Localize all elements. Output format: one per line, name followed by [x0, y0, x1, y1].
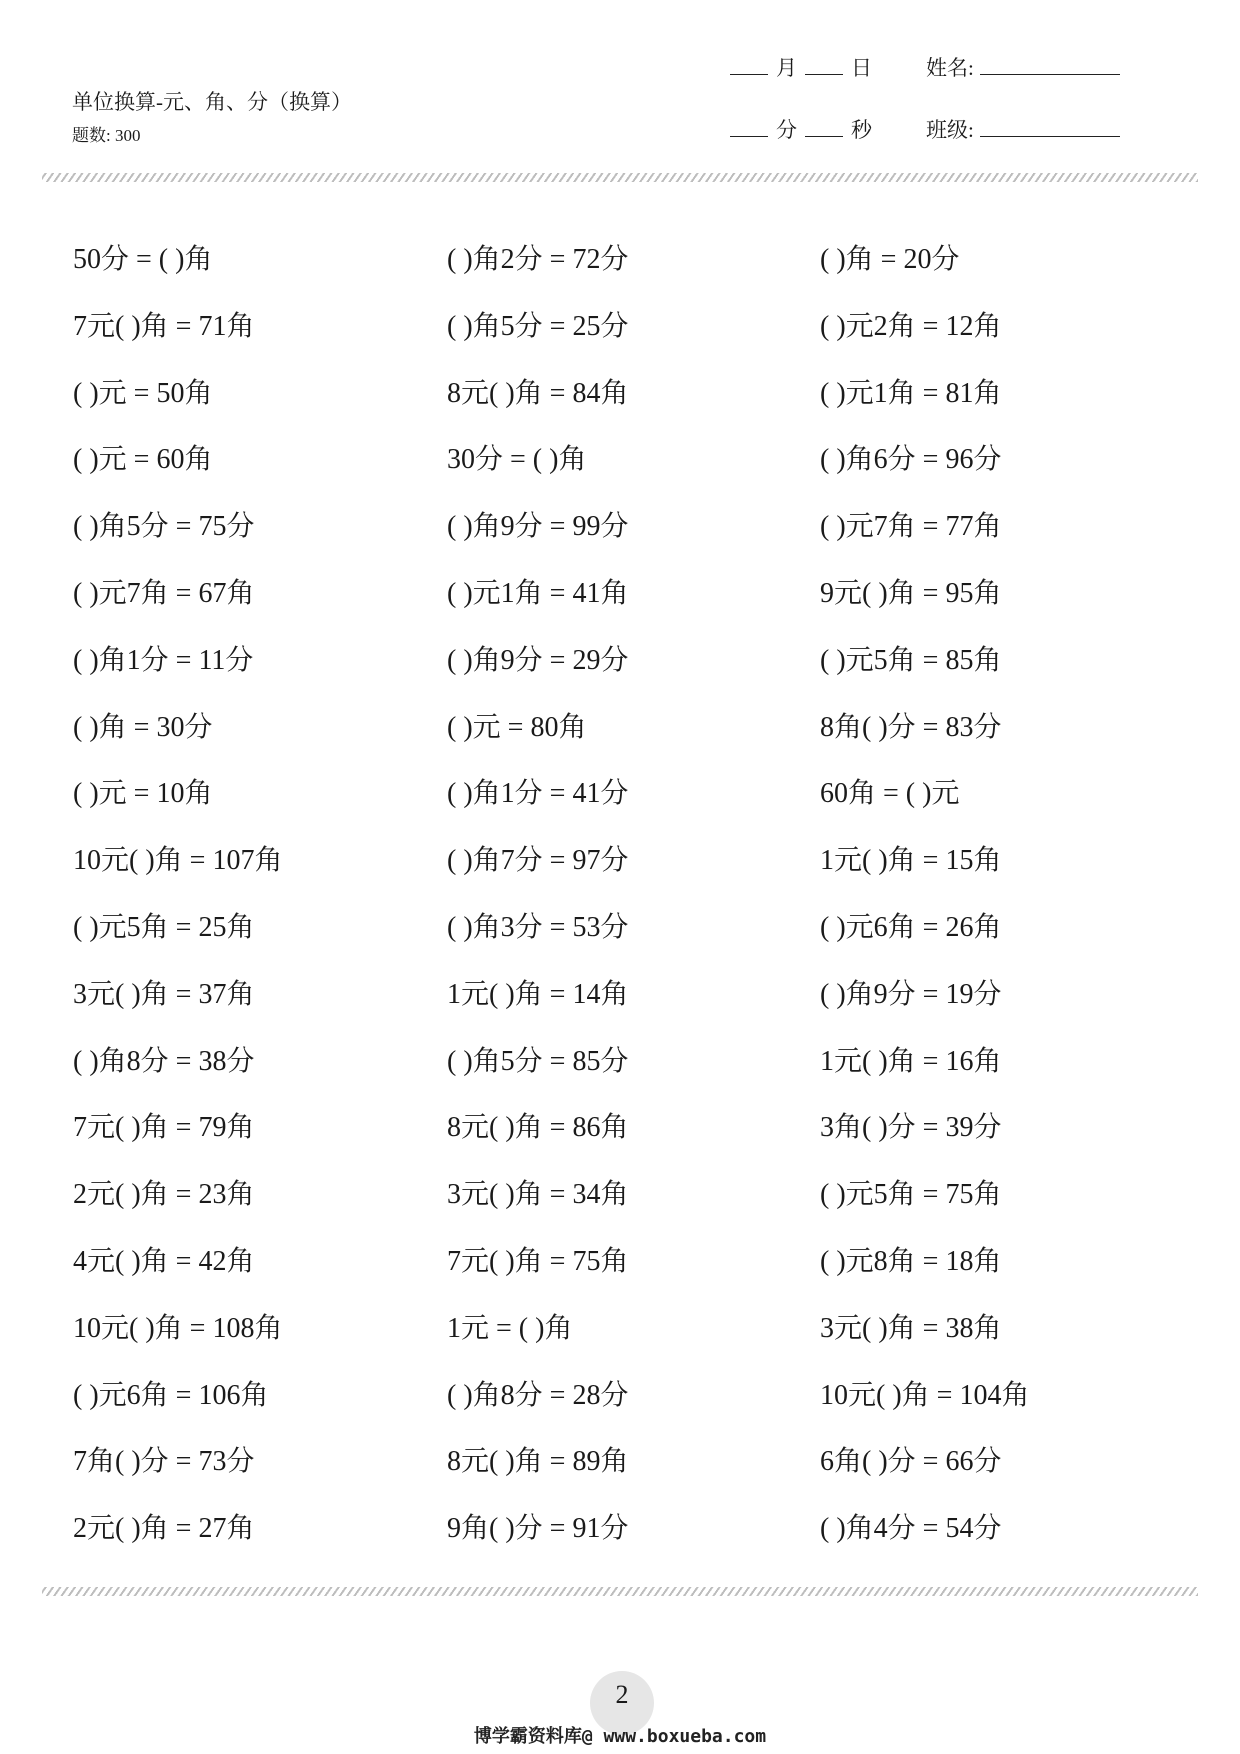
footer-watermark: 博学霸资料库@ www.boxueba.com [473, 1726, 767, 1747]
question-count: 题数: 300 [72, 126, 141, 145]
problem-item[interactable]: ( )元1角 = 41角 [447, 578, 629, 609]
problem-item[interactable]: ( )元 = 80角 [447, 711, 587, 743]
problem-item[interactable]: ( )元5角 = 75角 [820, 1179, 1002, 1211]
problem-item[interactable]: 6角( )分 = 66分 [820, 1446, 1002, 1478]
problem-item[interactable]: ( )角9分 = 19分 [820, 978, 1002, 1010]
minute-label: 分 [776, 118, 797, 142]
problem-item[interactable]: ( )元6角 = 26角 [820, 912, 1002, 943]
problem-item[interactable]: ( )角1分 = 11分 [73, 644, 254, 676]
problem-item[interactable]: ( )角4分 = 54分 [820, 1513, 1002, 1545]
problem-item[interactable]: ( )角9分 = 99分 [447, 511, 629, 543]
problem-item[interactable]: 9元( )角 = 95角 [820, 578, 1002, 609]
problem-item[interactable]: 3角( )分 = 39分 [820, 1112, 1002, 1144]
problem-item[interactable]: 1元( )角 = 16角 [820, 1045, 1002, 1077]
problem-item[interactable]: 3元( )角 = 37角 [73, 978, 255, 1010]
problem-item[interactable]: 50分 = ( )角 [73, 244, 213, 275]
problem-item[interactable]: ( )角8分 = 38分 [73, 1045, 255, 1077]
problem-item[interactable]: 8元( )角 = 84角 [447, 377, 629, 409]
class-label: 班级: [926, 118, 974, 142]
problem-item[interactable]: ( )角5分 = 25分 [447, 310, 629, 342]
problem-item[interactable]: ( )角5分 = 85分 [447, 1045, 629, 1077]
problem-item[interactable]: 8元( )角 = 86角 [447, 1112, 629, 1144]
problem-item[interactable]: 30分 = ( )角 [447, 444, 587, 476]
problem-item[interactable]: ( )角6分 = 96分 [820, 444, 1002, 476]
bottom-divider [42, 1587, 1198, 1596]
problem-item[interactable]: 1元 = ( )角 [447, 1312, 573, 1344]
problem-item[interactable]: ( )角7分 = 97分 [447, 845, 629, 877]
problem-item[interactable]: 7元( )角 = 75角 [447, 1246, 629, 1277]
problem-item[interactable]: ( )角 = 20分 [820, 244, 960, 275]
problem-item[interactable]: ( )元 = 60角 [73, 444, 213, 476]
page-number: 2 [615, 1680, 629, 1709]
problem-item[interactable]: 7元( )角 = 71角 [73, 310, 255, 342]
day-label: 日 [851, 56, 872, 80]
problem-item[interactable]: 1元( )角 = 14角 [447, 978, 629, 1010]
problem-item[interactable]: 3元( )角 = 34角 [447, 1179, 629, 1211]
problem-item[interactable]: 10元( )角 = 107角 [73, 845, 283, 877]
problem-item[interactable]: 2元( )角 = 27角 [73, 1513, 255, 1545]
problem-item[interactable]: 8角( )分 = 83分 [820, 711, 1002, 743]
problem-item[interactable]: 10元( )角 = 104角 [820, 1379, 1030, 1411]
problem-item[interactable]: 8元( )角 = 89角 [447, 1446, 629, 1478]
problem-item[interactable]: 4元( )角 = 42角 [73, 1246, 255, 1277]
name-label: 姓名: [926, 56, 974, 80]
problem-item[interactable]: ( )元2角 = 12角 [820, 310, 1002, 342]
problem-item[interactable]: ( )角2分 = 72分 [447, 244, 629, 275]
second-label: 秒 [851, 118, 872, 142]
worksheet-title: 单位换算-元、角、分（换算） [72, 90, 352, 114]
problem-item[interactable]: 3元( )角 = 38角 [820, 1312, 1002, 1344]
problem-item[interactable]: ( )角1分 = 41分 [447, 778, 629, 810]
problem-item[interactable]: 2元( )角 = 23角 [73, 1179, 255, 1211]
problem-item[interactable]: ( )元7角 = 67角 [73, 578, 255, 609]
problem-item[interactable]: ( )角8分 = 28分 [447, 1379, 629, 1411]
problem-item[interactable]: ( )角5分 = 75分 [73, 511, 255, 543]
problem-item[interactable]: ( )元5角 = 85角 [820, 644, 1002, 676]
problem-item[interactable]: ( )角9分 = 29分 [447, 644, 629, 676]
problem-item[interactable]: ( )元6角 = 106角 [73, 1379, 269, 1411]
problem-item[interactable]: ( )元 = 10角 [73, 778, 213, 810]
problem-item[interactable]: ( )元5角 = 25角 [73, 912, 255, 943]
month-label: 月 [776, 56, 797, 80]
problem-item[interactable]: ( )元7角 = 77角 [820, 511, 1002, 543]
problem-item[interactable]: ( )元1角 = 81角 [820, 377, 1002, 409]
problem-item[interactable]: 1元( )角 = 15角 [820, 845, 1002, 877]
problem-item[interactable]: 60角 = ( )元 [820, 778, 960, 810]
problem-item[interactable]: ( )角3分 = 53分 [447, 912, 629, 943]
problem-item[interactable]: ( )角 = 30分 [73, 711, 213, 743]
problem-item[interactable]: 9角( )分 = 91分 [447, 1513, 629, 1545]
problem-item[interactable]: 10元( )角 = 108角 [73, 1312, 283, 1344]
problem-item[interactable]: 7角( )分 = 73分 [73, 1446, 255, 1478]
problem-item[interactable]: ( )元8角 = 18角 [820, 1246, 1002, 1277]
problem-item[interactable]: ( )元 = 50角 [73, 377, 213, 409]
problem-item[interactable]: 7元( )角 = 79角 [73, 1112, 255, 1144]
